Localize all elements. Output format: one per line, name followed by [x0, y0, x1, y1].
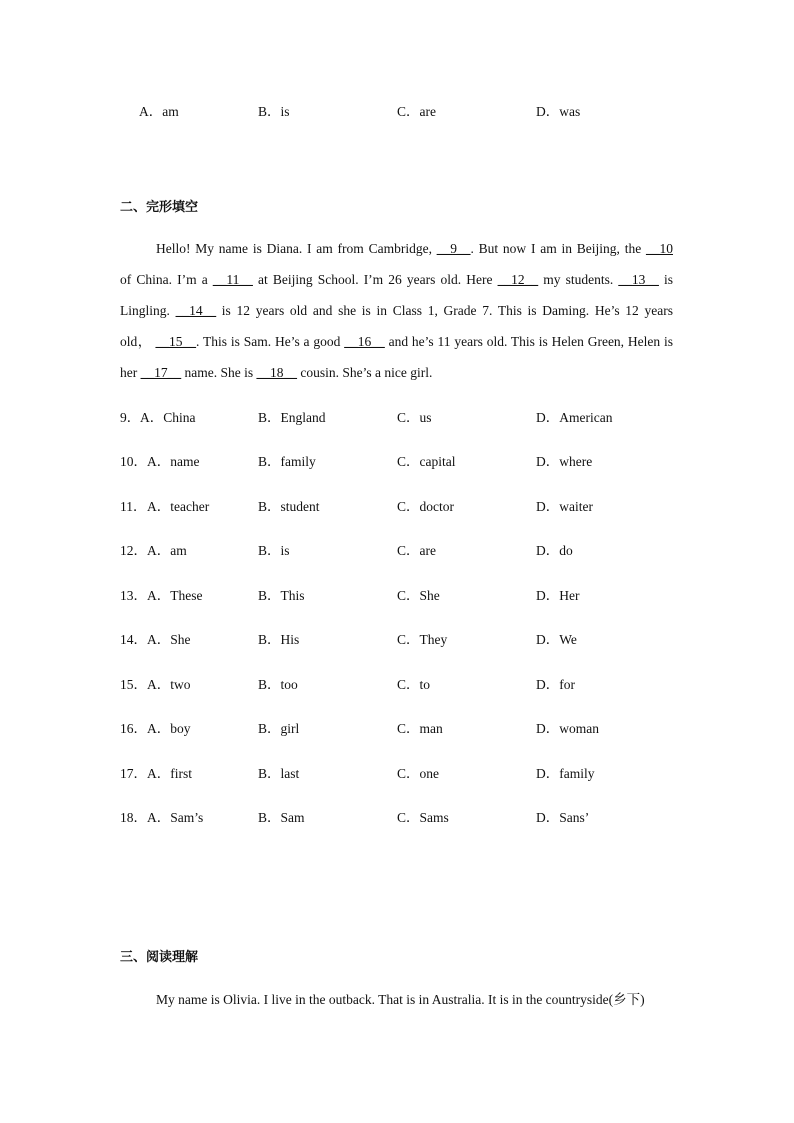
- passage-text: and he’s 11 years old. This is Helen Green, Helen is: [384, 334, 673, 349]
- question-row: [0, 452, 794, 472]
- question-number: 9．: [120, 410, 141, 425]
- option-b: B．girl: [258, 721, 300, 736]
- option-d: D．family: [536, 766, 595, 781]
- passage-text: . This is Sam. He’s a good: [196, 334, 345, 349]
- blank-number: __12__: [497, 272, 539, 287]
- option-b: B．is: [258, 543, 290, 558]
- option-d: D．where: [536, 454, 593, 469]
- option-a: A．Sam’s: [147, 810, 204, 825]
- option-d: D．American: [536, 410, 613, 425]
- option-a: A．These: [147, 588, 203, 603]
- blank-number: __10: [645, 241, 673, 256]
- question-row: [0, 764, 794, 784]
- option-b: B．last: [258, 766, 300, 781]
- option-c: C．man: [397, 721, 443, 736]
- option-d: D．do: [536, 543, 573, 558]
- option-a: A．first: [147, 766, 192, 781]
- option-a: A．am: [147, 543, 187, 558]
- passage-text: at Beijing School. I’m 26 years old. Here: [252, 272, 498, 287]
- blank-number: __15__: [155, 334, 197, 349]
- previous-question-options: [0, 102, 794, 122]
- option-c: C．to: [397, 677, 431, 692]
- option-a: A．She: [147, 632, 191, 647]
- question-row: [0, 541, 794, 561]
- passage-text: name. She is: [181, 365, 257, 380]
- question-row: [0, 408, 794, 428]
- option-b: B．is: [258, 104, 290, 119]
- option-a: A．China: [140, 410, 196, 425]
- option-a: A．teacher: [147, 499, 210, 514]
- option-b: B．England: [258, 410, 326, 425]
- question-number: 17．: [120, 766, 147, 781]
- option-b: B．too: [258, 677, 298, 692]
- blank-number: __13__: [618, 272, 659, 287]
- question-number: 18．: [120, 810, 147, 825]
- passage-text: my students.: [538, 272, 619, 287]
- passage-text: Lingling.: [120, 303, 176, 318]
- passage-line: [120, 264, 673, 295]
- option-c: C．capital: [397, 454, 456, 469]
- option-b: B．This: [258, 588, 305, 603]
- passage-text: cousin. She’s a nice girl.: [297, 365, 433, 380]
- question-row: [0, 808, 794, 828]
- option-c: C．Sams: [397, 810, 449, 825]
- option-b: B．His: [258, 632, 300, 647]
- blank-number: __14__: [175, 303, 217, 318]
- option-a: A．two: [147, 677, 191, 692]
- passage-text: old，: [120, 334, 156, 349]
- option-b: B．Sam: [258, 810, 305, 825]
- option-a: A．am: [139, 104, 179, 119]
- option-b: B．student: [258, 499, 320, 514]
- section-heading-reading: 三、阅读理解: [120, 950, 199, 965]
- passage-line: [120, 326, 673, 357]
- blank-number: __17__: [140, 365, 182, 380]
- question-number: 11．: [120, 499, 147, 514]
- option-d: D．woman: [536, 721, 599, 736]
- passage-line: [120, 295, 673, 326]
- option-d: D．was: [536, 104, 581, 119]
- option-d: D．Her: [536, 588, 580, 603]
- option-c: C．one: [397, 766, 439, 781]
- question-row: [0, 675, 794, 695]
- question-row: [0, 497, 794, 517]
- option-d: D．waiter: [536, 499, 593, 514]
- passage-text: is 12 years old and she is in Class 1, Grade 7. This is Daming. He’s 12 years: [216, 303, 673, 318]
- option-a: A．name: [147, 454, 200, 469]
- passage-line: [120, 233, 673, 264]
- option-c: C．are: [397, 543, 436, 558]
- option-a: A．boy: [147, 721, 191, 736]
- option-d: D．for: [536, 677, 575, 692]
- question-number: 12．: [120, 543, 147, 558]
- blank-number: __16__: [344, 334, 385, 349]
- option-c: C．are: [397, 104, 436, 119]
- option-d: D．We: [536, 632, 577, 647]
- passage-text: is: [658, 272, 673, 287]
- question-number: 14．: [120, 632, 147, 647]
- cloze-passage: [120, 233, 673, 388]
- option-c: C．She: [397, 588, 440, 603]
- passage-text: her: [120, 365, 141, 380]
- question-number: 16．: [120, 721, 147, 736]
- question-row: [0, 586, 794, 606]
- question-number: 15．: [120, 677, 147, 692]
- question-number: 13．: [120, 588, 147, 603]
- blank-number: __18__: [256, 365, 297, 380]
- blank-number: __9__: [436, 241, 471, 256]
- option-c: C．doctor: [397, 499, 454, 514]
- option-d: D．Sans’: [536, 810, 590, 825]
- passage-line: [120, 357, 673, 388]
- blank-number: __11__: [212, 272, 253, 287]
- option-b: B．family: [258, 454, 316, 469]
- question-number: 10．: [120, 454, 147, 469]
- option-c: C．They: [397, 632, 448, 647]
- passage-text: Hello! My name is Diana. I am from Cambridge,: [156, 241, 437, 256]
- question-row: [0, 719, 794, 739]
- option-c: C．us: [397, 410, 432, 425]
- question-row: [0, 630, 794, 650]
- reading-passage-first-line: My name is Olivia. I live in the outback. That is in Australia. It is in the countryside(乡下): [156, 992, 645, 1007]
- section-heading-cloze: 二、完形填空: [120, 200, 199, 215]
- passage-text: . But now I am in Beijing, the: [470, 241, 646, 256]
- passage-text: of China. I’m a: [120, 272, 213, 287]
